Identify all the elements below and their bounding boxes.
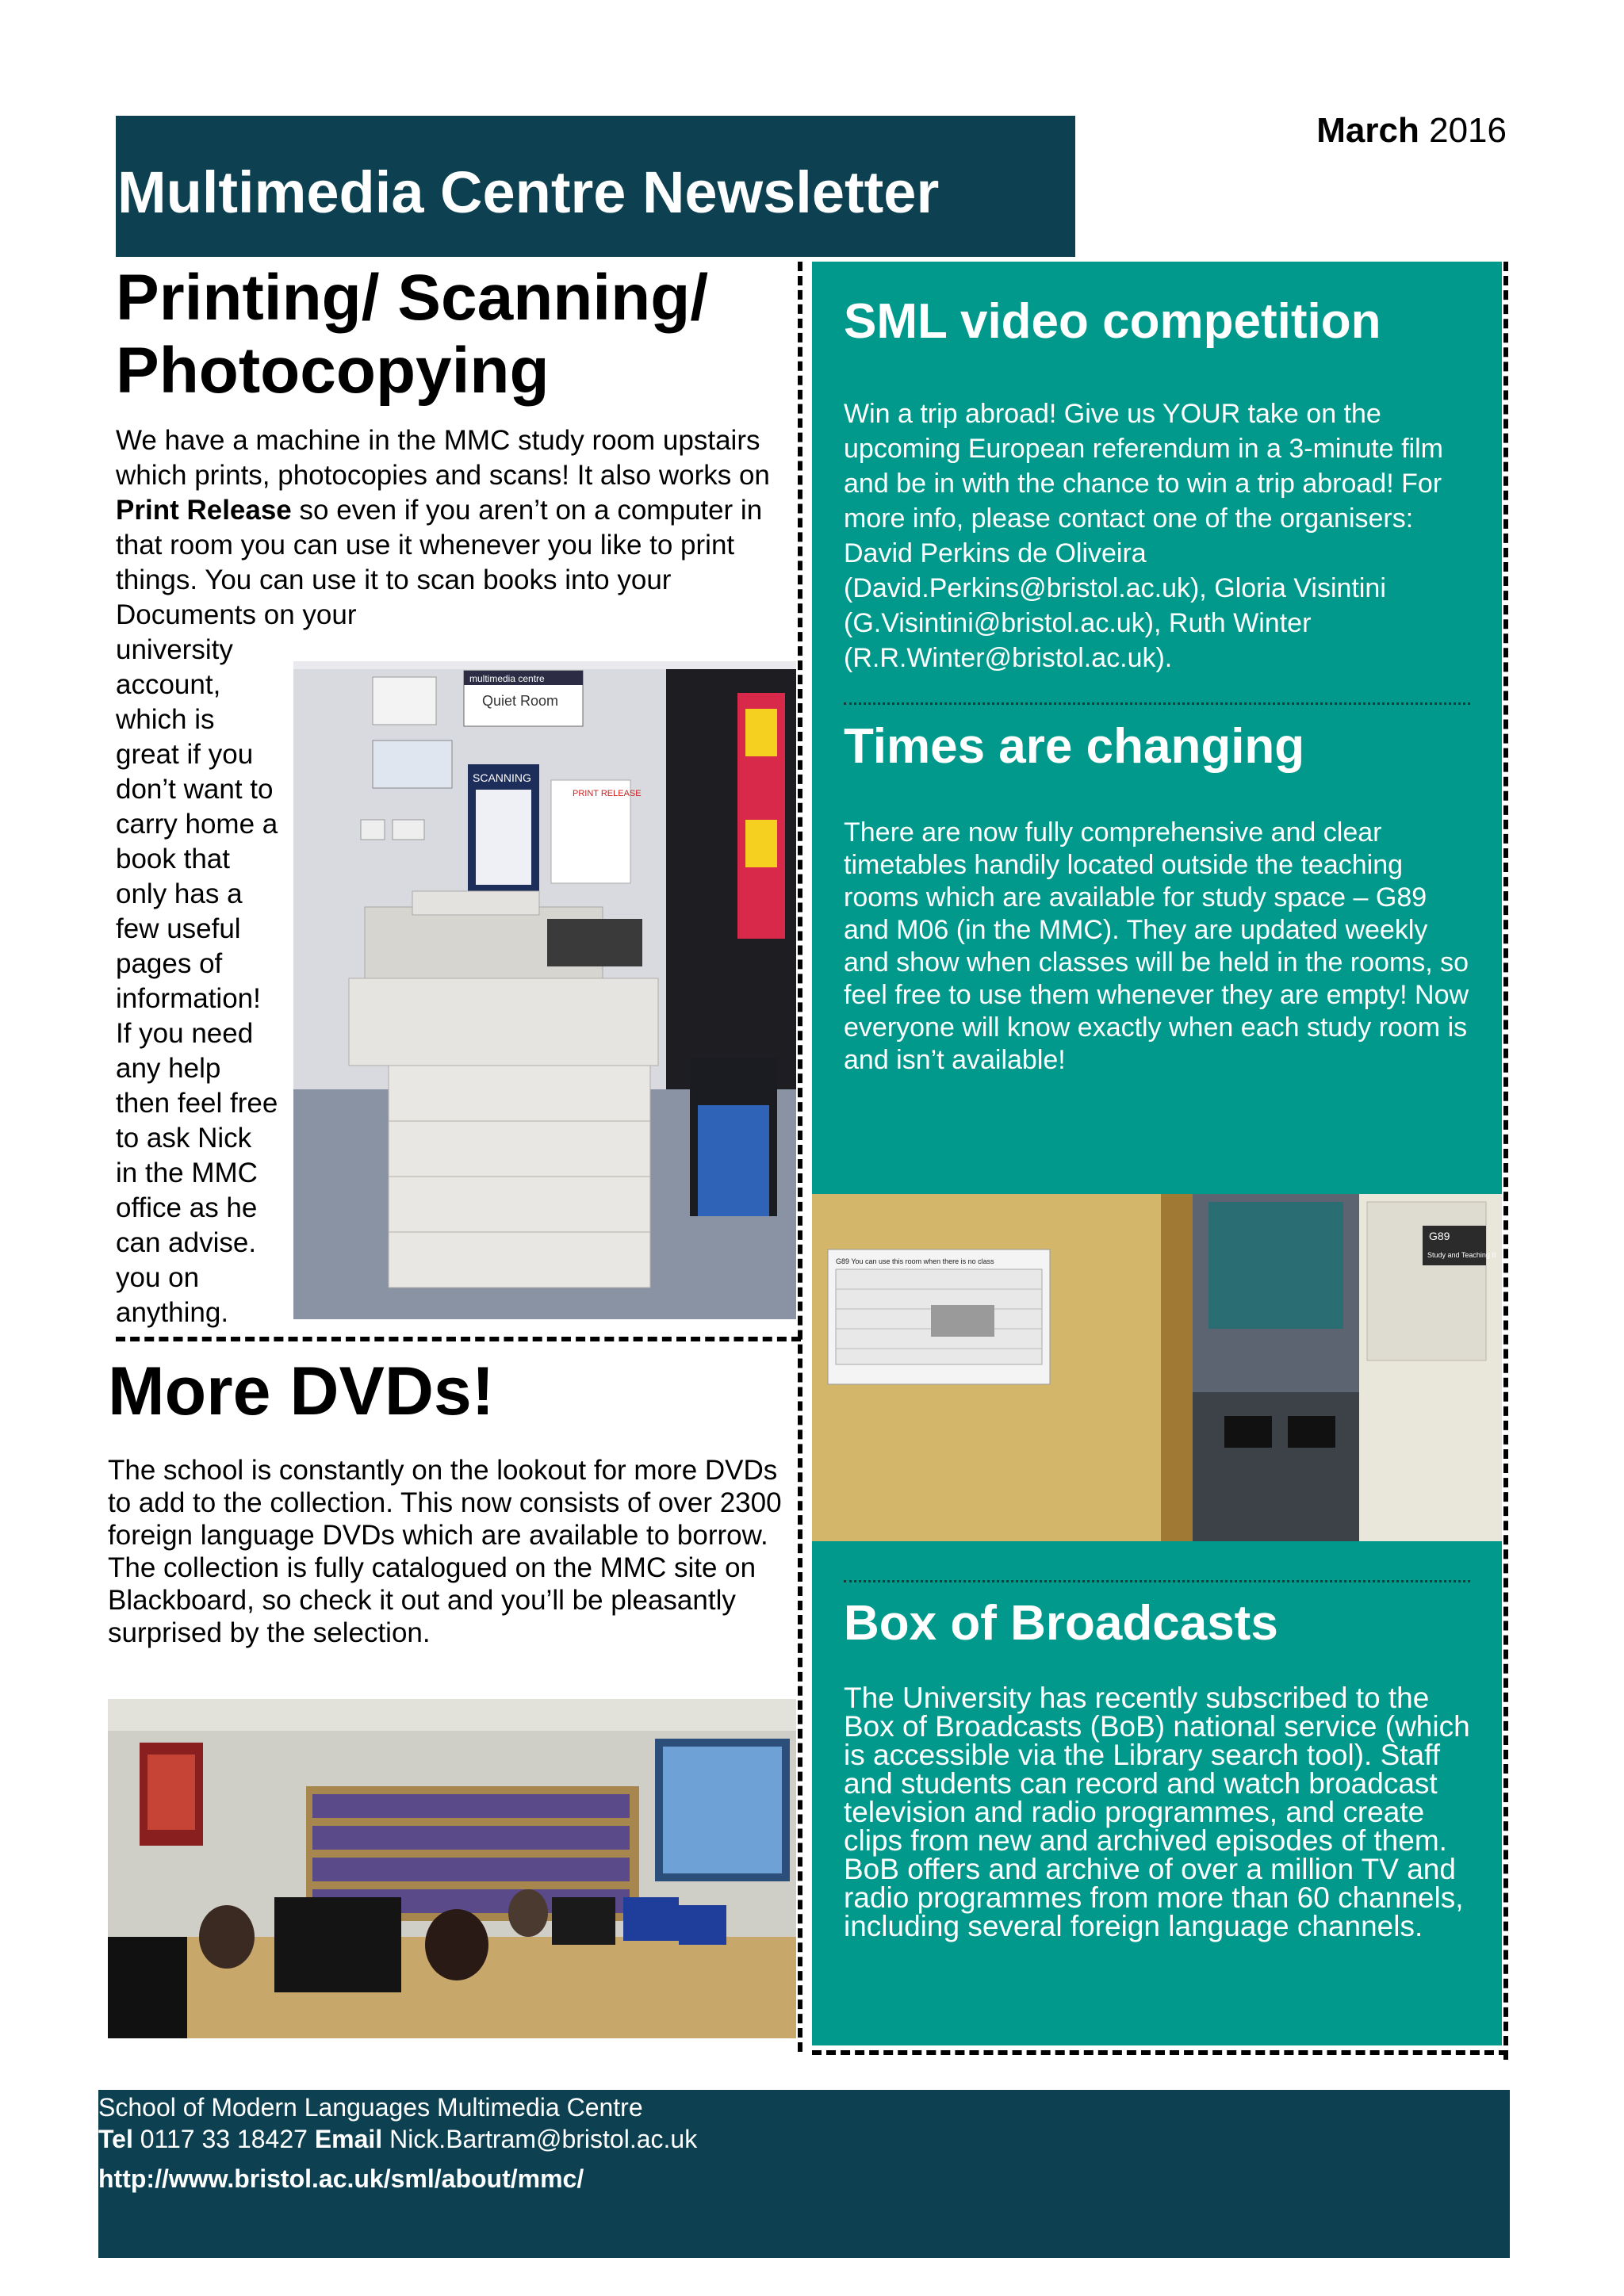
printing-wrapped-line: any help xyxy=(116,1053,221,1084)
dotted-divider xyxy=(844,1580,1470,1582)
printing-wrapped-line: to ask Nick xyxy=(116,1123,252,1154)
printing-wrapped-line: office as he xyxy=(116,1192,258,1223)
printing-wrapped-line: great if you xyxy=(116,739,254,770)
dvds-heading: More DVDs! xyxy=(108,1353,495,1429)
dotted-divider xyxy=(844,702,1470,705)
printing-wrapped-line: anything. xyxy=(116,1297,229,1328)
printing-wrapped-line: can advise. xyxy=(116,1227,257,1258)
bob-paragraph: The University has recently subscribed to the Box of Broadcasts (BoB) national service (which is accessible via the Library search tool). Staff and students can record and watch broadcast television and radio programmes, and create clips from new and archived episodes of them. BoB offers and archive of over a million TV and radio programmes from more than 60 channels, including several foreign language channels. xyxy=(844,1682,1470,1942)
printing-wrapped-line: If you need xyxy=(116,1018,254,1049)
printing-wrapped-line: in the MMC xyxy=(116,1158,258,1188)
printing-wrapped-line: only has a xyxy=(116,878,243,909)
footer xyxy=(98,2090,1510,2258)
printing-wrapped-line: carry home a xyxy=(116,809,278,840)
printing-wrapped-line: don’t want to xyxy=(116,774,274,805)
printing-wrapped-line: then feel free xyxy=(116,1088,278,1119)
sml-heading: SML video competition xyxy=(844,294,1381,349)
dvds-paragraph: The school is constantly on the lookout for more DVDs to add to the collection. This now consists of over 2300 foreign language DVDs which are available to borrow. The collection is fully catalogued on the MMC site on Blackboard, so check it out and you’ll be pleasantly surprised by the selection. xyxy=(108,1455,782,1648)
svg-text:Study and Teaching II: Study and Teaching II xyxy=(1427,1251,1496,1259)
printing-wrapped-line: account, xyxy=(116,669,221,700)
printing-wrapped-line: university xyxy=(116,634,233,665)
printing-wrapped-line: book that xyxy=(116,844,230,874)
bottom-border xyxy=(812,2050,1508,2055)
printer-photo xyxy=(293,661,796,1319)
printing-wrapped-line: information! xyxy=(116,983,261,1014)
section-divider xyxy=(116,1337,801,1341)
times-paragraph: There are now fully comprehensive and clear timetables handily located outside the teaching rooms which are available for study space – G89 and M06 (in the MMC). They are updated weekly and show when classes will be held in the rooms, so feel free to use them whenever they are empty! Now everyone will know exactly when each study room is and isn’t available! xyxy=(844,817,1469,1075)
printing-paragraph-wrapped xyxy=(116,633,294,1330)
issue-date: March 2016 xyxy=(1316,111,1507,150)
sml-paragraph: Win a trip abroad! Give us YOUR take on the upcoming European referendum in a 3-minute film and be in with the chance to win a trip abroad! For more info, please contact one of the organisers: David Perkins de Oliveira (David.Perkins@bristol.ac.uk), Gloria Visintini (G.Visintini@bristol.ac.uk), Ruth Winter (R.R.Winter@bristol.ac.uk). xyxy=(844,399,1443,673)
printing-wrapped-line: you on xyxy=(116,1262,200,1293)
printing-paragraph: We have a machine in the MMC study room upstairs which prints, photocopies and scans! It also works on Print Release so even if you aren’t on a computer in that room you can use it whenever you like to print things. You can use it to scan books into your Documents on your xyxy=(116,425,770,630)
footer-school: School of Modern Languages Multimedia Centre xyxy=(98,2093,643,2122)
svg-text:multimedia centre: multimedia centre xyxy=(469,673,545,684)
right-border xyxy=(1503,262,1508,2060)
newsletter-title: Multimedia Centre Newsletter xyxy=(117,159,940,225)
footer-email[interactable]: Nick.Bartram@bristol.ac.uk xyxy=(382,2125,698,2153)
svg-text:SCANNING: SCANNING xyxy=(473,771,531,784)
printing-wrapped-line: pages of xyxy=(116,948,223,979)
svg-text:PRINT RELEASE: PRINT RELEASE xyxy=(573,789,642,798)
footer-url[interactable]: http://www.bristol.ac.uk/sml/about/mmc/ xyxy=(98,2164,584,2193)
svg-text:G89 You can use this room when: G89 You can use this room when there is no class xyxy=(836,1257,994,1265)
bob-heading: Box of Broadcasts xyxy=(844,1596,1278,1651)
svg-text:Quiet Room: Quiet Room xyxy=(482,693,559,709)
times-heading: Times are changing xyxy=(844,719,1305,774)
footer-contact: Tel 0117 33 18427 Email Nick.Bartram@bristol.ac.uk xyxy=(98,2125,698,2153)
svg-text:G89: G89 xyxy=(1429,1230,1450,1242)
printing-wrapped-line: few useful xyxy=(116,913,241,944)
g89-room-photo xyxy=(812,1194,1502,1541)
printing-heading: Printing/ Scanning/ Photocopying xyxy=(116,262,709,407)
printing-wrapped-line: which is xyxy=(116,704,215,735)
library-photo xyxy=(108,1699,796,2038)
column-divider xyxy=(798,262,802,2052)
